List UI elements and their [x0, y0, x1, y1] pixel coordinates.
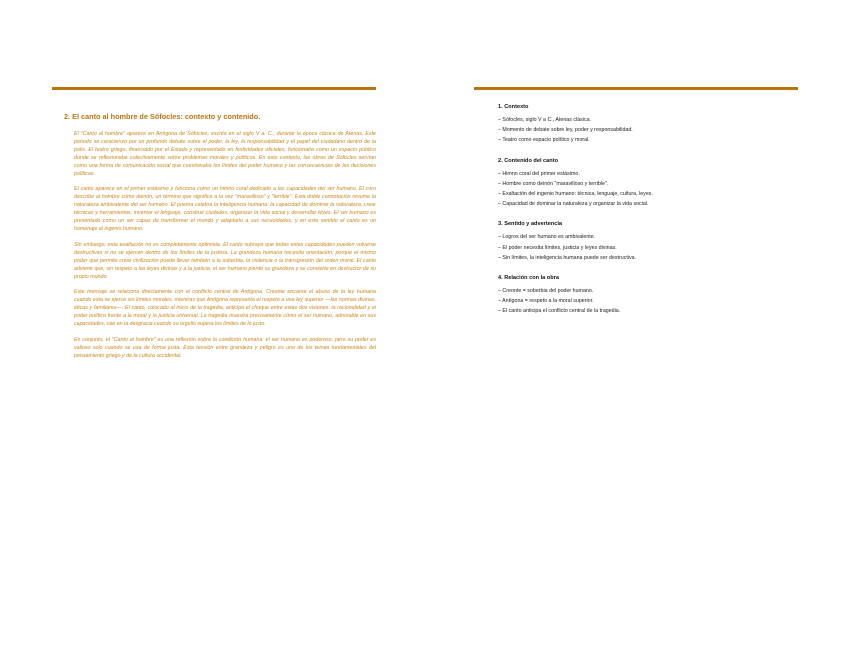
- outline-section-content: [498, 158, 818, 210]
- outline-item: – El canto anticipa el conflicto central de la tragedia.: [498, 308, 621, 315]
- outline-item: – Antígona = respeto a la moral superior.: [498, 298, 594, 305]
- outline-item: – Creonte = soberbia del poder humano.: [498, 288, 594, 295]
- paragraph-content: El canto aparece en el primer estásimo y funciona como un himno coral dedicado a las capacidades del ser humano. El coro describe al hombre como deinón, un término que significa a la vez "maravilloso" y "terrible". Esta doble connotación resume la naturaleza ambivalente del ser humano. El poema celebra la inteligencia humana: la capacidad de dominar la naturaleza, crear técnicas y herramientas, inventar el lenguaje, construir ciudades, organizar la vida social y desarrollar leyes. El ser humano es presentado como un ser capaz de transformar el mundo y adaptarlo a sus necesidades, y en este sentido el canto es un homenaje al ingenio humano.: [74, 186, 376, 232]
- outline-item: – Himno coral del primer estásimo.: [498, 170, 580, 177]
- outline-section-title: 1. Contexto: [498, 104, 529, 110]
- outline-item: – Sófocles, siglo V a C., Atenas clásica.: [498, 117, 592, 123]
- outline-item: – Teatro como espacio político y moral.: [498, 137, 590, 144]
- paragraph-warning: Sin embargo, esta exaltación no es completamente optimista. El canto subraya que todas estas capacidades pueden volverse destructivas si no se ejercen dentro de los límites de la justicia. La grandeza humana necesita orientación, porque el mismo poder que permite crear civilización puede llevar también a la soberbia, la violencia o la transgresión del orden moral. El canto advierte que, sin respeto a las leyes divinas y a la justicia, el ser humano pierde su grandeza y se convierte en destructor de su propio mundo.: [74, 241, 376, 280]
- outline-section-title: 3. Sentido y advertencia: [498, 221, 563, 228]
- section-title: 2. El canto al hombre de Sófocles: contexto y contenido.: [64, 112, 261, 121]
- outline-section-relation: [498, 275, 818, 317]
- paragraph-context: El "Canto al hombre" aparece en Antígona de Sófocles, escrita en el siglo V a. C., durante la época clásica de Atenas. Este periodo se caracterizó por un profundo debate sobre el poder, la ley, la responsabilidad y el papel del ciudadano dentro de la polis. El teatro griego, financiado por el Estado y representado en festividades oficiales, funcionaba como un espacio público donde se reflexionaba colectivamente sobre problemas morales y políticos. En este contexto, las obras de Sófocles servían como una forma de comunicación social que cuestionaba los límites del poder humano y las consecuencias de las decisiones políticas.: [74, 131, 376, 177]
- outline-section-title: 4. Relación con la obra: [498, 275, 559, 282]
- outline-item: – Capacidad de dominar la naturaleza y organizar la vida social.: [498, 201, 649, 208]
- paragraph-relation: Este mensaje se relaciona directamente con el conflicto central de Antígona. Creonte encarna el abuso de la ley humana cuando esta se ejerce sin límites morales, mientras que Antígona representa el respeto a una ley superior —las normas divinas, éticas y familiares—. El canto, colocado al inicio de la tragedia, anticipa el choque entre estas dos visiones: la racionalidad y el poder político frente a la moral y la justicia universal. La tragedia muestra precisamente cómo el ser humano, admirable en sus capacidades, cae en la desgracia cuando su orgullo supera los límites de lo justo.: [74, 289, 376, 328]
- left-page-rule: [52, 87, 376, 90]
- right-page-rule: [474, 87, 798, 90]
- outline-item: – Logros del ser humano es ambivalente.: [498, 234, 596, 241]
- outline-item: – Exaltación del ingenio humano: técnica, lenguaje, cultura, leyes.: [498, 191, 653, 198]
- outline-item: – Hombre como deinón "maravilloso y terrible".: [498, 180, 609, 187]
- right-page-outline: [498, 104, 818, 329]
- outline-item: – El poder necesita límites, justicia y leyes divinas.: [498, 244, 617, 251]
- outline-item: – Momento de debate sobre ley, poder y responsabilidad.: [498, 127, 633, 134]
- outline-section-context: [498, 104, 818, 146]
- left-page-content: [64, 112, 376, 369]
- outline-section-title: 2. Contenido del canto: [498, 157, 558, 164]
- outline-section-meaning: [498, 221, 818, 263]
- paragraph-conclusion: En conjunto, el "Canto al hombre" es una reflexión sobre la condición humana: el ser humano es poderoso, pero su poder es valioso solo cuando se usa de forma justa. Esta tensión entre grandeza y peligro es uno de los temas fundamentales del pensamiento griego y de la cultura occidental.: [74, 336, 376, 359]
- outline-item: – Sin límites, la inteligencia humana puede ser destructiva.: [498, 254, 637, 261]
